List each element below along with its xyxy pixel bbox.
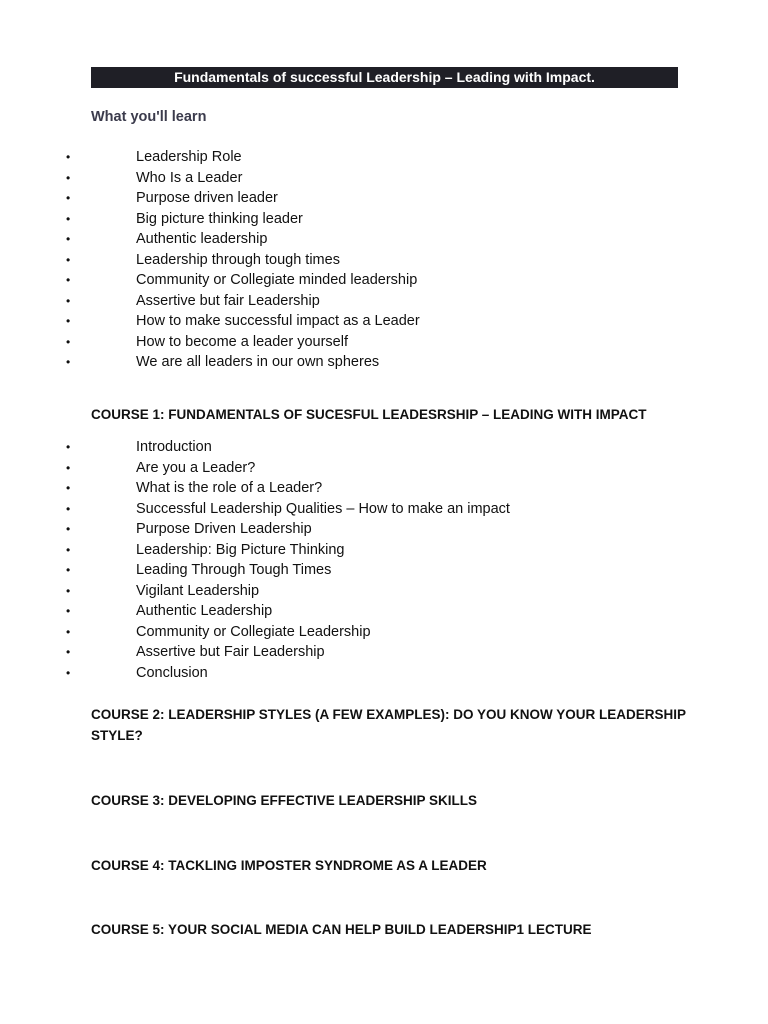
list-item-text: Purpose Driven Leadership [136, 521, 312, 537]
list-item-text: Authentic leadership [136, 231, 268, 247]
bullet-icon: • [66, 665, 71, 680]
bullet-icon: • [66, 563, 71, 577]
list-item-text: Assertive but fair Leadership [136, 292, 320, 309]
bullet-icon: • [66, 460, 71, 475]
bullet-icon: • [66, 170, 71, 185]
list-item-text: Who Is a Leader [136, 169, 243, 186]
list-item-text: Community or Collegiate minded leadership [136, 272, 418, 288]
bullet-icon: • [66, 293, 71, 308]
list-item-text: Vigilant Leadership [136, 582, 260, 599]
list-item-text: Big picture thinking leader [136, 210, 303, 227]
course-5-heading: COURSE 5: YOUR SOCIAL MEDIA CAN HELP BUILD LEADERSHIP1 LECTURE [91, 922, 592, 937]
learn-heading: What you'll learn [91, 109, 207, 125]
bullet-icon: • [66, 252, 71, 267]
list-item-text: Successful Leadership Qualities – How to make an impact [136, 500, 510, 517]
course-4-heading: COURSE 4: TACKLING IMPOSTER SYNDROME AS A LEADER [91, 858, 487, 873]
list-item-text: Introduction [136, 439, 212, 455]
list-item-text: What is the role of a Leader? [136, 480, 323, 496]
bullet-icon: • [66, 150, 71, 164]
bullet-icon: • [66, 604, 71, 618]
list-item-text: Leadership: Big Picture Thinking [136, 541, 345, 558]
list-item-text: Leading Through Tough Times [136, 562, 332, 578]
bullet-icon: • [66, 440, 71, 454]
bullet-icon: • [66, 501, 71, 516]
list-item-text: Leadership through tough times [136, 251, 340, 268]
list-item-text: Purpose driven leader [136, 190, 278, 206]
bullet-icon: • [66, 232, 71, 246]
list-item-text: How to make successful impact as a Leader [136, 313, 420, 329]
list-item-text: Authentic Leadership [136, 603, 273, 619]
course-3-heading: COURSE 3: DEVELOPING EFFECTIVE LEADERSHIP SKILLS [91, 793, 478, 808]
list-item-text: Community or Collegiate Leadership [136, 623, 371, 640]
bullet-icon: • [66, 481, 71, 495]
list-item-text: Conclusion [136, 664, 208, 681]
bullet-icon: • [66, 583, 71, 598]
course-1-heading: COURSE 1: FUNDAMENTALS OF SUCESFUL LEADESRSHIP – LEADING WITH IMPACT [91, 407, 647, 422]
bullet-icon: • [66, 542, 71, 557]
list-item-text: Are you a Leader? [136, 459, 256, 476]
bullet-icon: • [66, 645, 71, 659]
bullet-icon: • [66, 314, 71, 328]
bullet-icon: • [66, 273, 71, 287]
list-item-text: We are all leaders in our own spheres [136, 354, 380, 370]
list-item-text: How to become a leader yourself [136, 333, 348, 350]
document-title: Fundamentals of successful Leadership – Leading with Impact. [91, 67, 678, 88]
bullet-icon: • [66, 334, 71, 349]
course-2-heading: COURSE 2: LEADERSHIP STYLES (A FEW EXAMPLES): DO YOU KNOW YOUR LEADERSHIP STYLE? [91, 707, 686, 743]
bullet-icon: • [66, 355, 71, 369]
bullet-icon: • [66, 211, 71, 226]
bullet-icon: • [66, 522, 71, 536]
list-item-text: Assertive but Fair Leadership [136, 644, 325, 660]
list-item-text: Leadership Role [136, 149, 242, 165]
bullet-icon: • [66, 191, 71, 205]
bullet-icon: • [66, 624, 71, 639]
